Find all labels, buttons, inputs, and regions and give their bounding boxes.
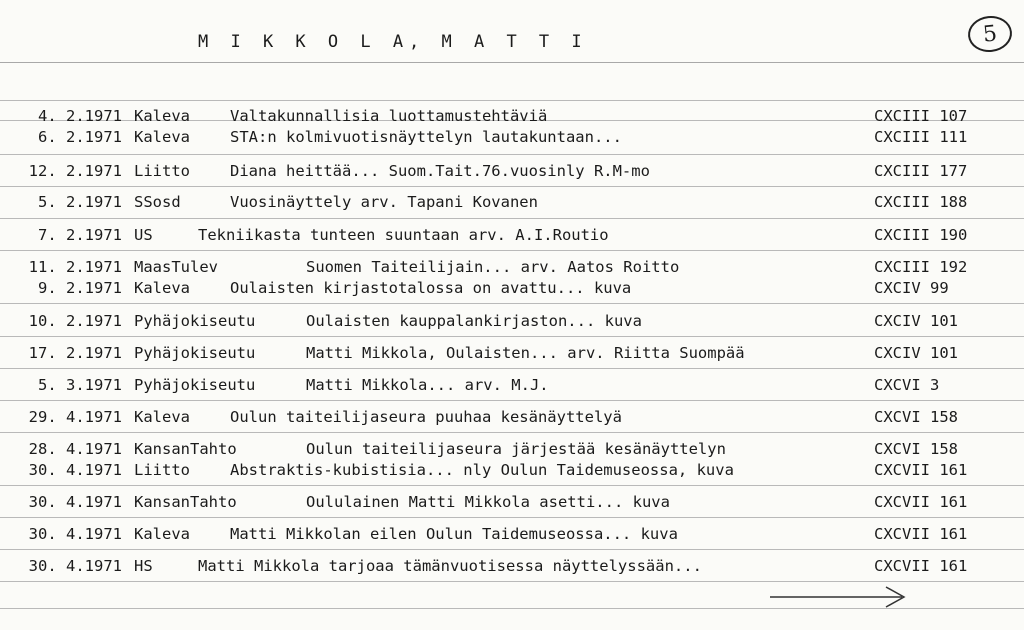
entry-newspaper: KansanTahto bbox=[134, 440, 237, 458]
entry-headline: Oulun taiteilijaseura puuhaa kesänäyttelyä bbox=[230, 408, 622, 426]
entry-date: 6. 2.1971 bbox=[38, 128, 122, 146]
card-title: M I K K O L A, M A T T I bbox=[198, 32, 588, 52]
entry-date: 28. 4.1971 bbox=[28, 440, 122, 458]
ruled-line bbox=[0, 250, 1024, 251]
entry-reference: CXCIII 188 bbox=[874, 193, 968, 211]
entry-newspaper: Pyhäjokiseutu bbox=[134, 344, 256, 362]
entry-headline: STA:n kolmivuotisnäyttelyn lautakuntaan... bbox=[230, 128, 622, 146]
entry-newspaper: Kaleva bbox=[134, 107, 190, 125]
ruled-line bbox=[0, 303, 1024, 304]
ruled-line bbox=[0, 549, 1024, 550]
card-number-circle: 5 bbox=[966, 14, 1014, 54]
entry-headline: Oulun taiteilijaseura järjestää kesänäyttelyn bbox=[306, 440, 726, 458]
entry-date: 30. 4.1971 bbox=[28, 461, 122, 479]
entry-newspaper: US bbox=[134, 226, 153, 244]
entry-date: 9. 2.1971 bbox=[38, 279, 122, 297]
entry-newspaper: Kaleva bbox=[134, 408, 190, 426]
entry-date: 29. 4.1971 bbox=[28, 408, 122, 426]
ruled-line bbox=[0, 400, 1024, 401]
entry-date: 17. 2.1971 bbox=[28, 344, 122, 362]
ruled-line bbox=[0, 517, 1024, 518]
entry-reference: CXCIII 107 bbox=[874, 107, 968, 125]
entry-date: 30. 4.1971 bbox=[28, 557, 122, 575]
entry-reference: CXCIII 192 bbox=[874, 258, 968, 276]
entry-row bbox=[0, 258, 1024, 278]
entry-date: 12. 2.1971 bbox=[28, 162, 122, 180]
entry-newspaper: Liitto bbox=[134, 461, 190, 479]
ruled-line bbox=[0, 485, 1024, 486]
entry-newspaper: HS bbox=[134, 557, 153, 575]
entry-headline: Suomen Taiteilijain... arv. Aatos Roitto bbox=[306, 258, 680, 276]
header-rule bbox=[0, 62, 1024, 63]
entry-reference: CXCIV 101 bbox=[874, 344, 958, 362]
entry-newspaper: MaasTulev bbox=[134, 258, 218, 276]
entry-headline: Abstraktis-kubistisia... nly Oulun Taidemuseossa, kuva bbox=[230, 461, 734, 479]
entry-row bbox=[0, 557, 1024, 577]
entry-headline: Tekniikasta tunteen suuntaan arv. A.I.Routio bbox=[198, 226, 609, 244]
entry-date: 7. 2.1971 bbox=[38, 226, 122, 244]
entry-date: 30. 4.1971 bbox=[28, 525, 122, 543]
entry-row bbox=[0, 193, 1024, 213]
ruled-line bbox=[0, 368, 1024, 369]
entry-headline: Oulaisten kauppalankirjaston... kuva bbox=[306, 312, 642, 330]
entry-headline: Matti Mikkolan eilen Oulun Taidemuseossa... kuva bbox=[230, 525, 678, 543]
entry-reference: CXCIII 177 bbox=[874, 162, 968, 180]
entry-row bbox=[0, 344, 1024, 364]
ruled-line bbox=[0, 186, 1024, 187]
entry-row bbox=[0, 226, 1024, 246]
continue-arrow-icon bbox=[768, 584, 908, 610]
entry-newspaper: Kaleva bbox=[134, 279, 190, 297]
entry-newspaper: Pyhäjokiseutu bbox=[134, 312, 256, 330]
ruled-line bbox=[0, 154, 1024, 155]
ruled-line bbox=[0, 100, 1024, 101]
entry-headline: Matti Mikkola, Oulaisten... arv. Riitta Suompää bbox=[306, 344, 745, 362]
entry-headline: Valtakunnallisia luottamustehtäviä bbox=[230, 107, 548, 125]
ruled-line bbox=[0, 218, 1024, 219]
entry-row bbox=[0, 312, 1024, 332]
entry-newspaper: Kaleva bbox=[134, 128, 190, 146]
entry-row bbox=[0, 279, 1024, 299]
entry-date: 11. 2.1971 bbox=[28, 258, 122, 276]
entry-reference: CXCIV 101 bbox=[874, 312, 958, 330]
ruled-line bbox=[0, 432, 1024, 433]
entry-reference: CXCVII 161 bbox=[874, 493, 968, 511]
entry-reference: CXCIII 111 bbox=[874, 128, 968, 146]
entry-newspaper: Kaleva bbox=[134, 525, 190, 543]
ruled-line bbox=[0, 581, 1024, 582]
entry-newspaper: KansanTahto bbox=[134, 493, 237, 511]
entry-headline: Diana heittää... Suom.Tait.76.vuosinly R.M-mo bbox=[230, 162, 650, 180]
entry-headline: Vuosinäyttely arv. Tapani Kovanen bbox=[230, 193, 538, 211]
entry-headline: Matti Mikkola... arv. M.J. bbox=[306, 376, 549, 394]
entry-newspaper: Liitto bbox=[134, 162, 190, 180]
ruled-line bbox=[0, 336, 1024, 337]
entry-row bbox=[0, 440, 1024, 460]
entry-newspaper: SSosd bbox=[134, 193, 181, 211]
entry-headline: Oulaisten kirjastotalossa on avattu... kuva bbox=[230, 279, 632, 297]
entry-row bbox=[0, 461, 1024, 481]
entry-reference: CXCVI 3 bbox=[874, 376, 940, 394]
entry-row bbox=[0, 408, 1024, 428]
entry-reference: CXCIII 190 bbox=[874, 226, 968, 244]
entry-reference: CXCVI 158 bbox=[874, 440, 958, 458]
entry-newspaper: Pyhäjokiseutu bbox=[134, 376, 256, 394]
entry-row bbox=[0, 107, 1024, 127]
entry-headline: Matti Mikkola tarjoaa tämänvuotisessa näyttelyssään... bbox=[198, 557, 702, 575]
entry-date: 10. 2.1971 bbox=[28, 312, 122, 330]
entry-date: 5. 2.1971 bbox=[38, 193, 122, 211]
entry-row bbox=[0, 162, 1024, 182]
entry-row bbox=[0, 493, 1024, 513]
entry-reference: CXCVII 161 bbox=[874, 557, 968, 575]
entry-date: 30. 4.1971 bbox=[28, 493, 122, 511]
entry-row bbox=[0, 525, 1024, 545]
entry-reference: CXCIV 99 bbox=[874, 279, 949, 297]
entry-date: 5. 3.1971 bbox=[38, 376, 122, 394]
entry-row bbox=[0, 376, 1024, 396]
entry-reference: CXCVII 161 bbox=[874, 461, 968, 479]
entry-row bbox=[0, 128, 1024, 148]
entry-date: 4. 2.1971 bbox=[38, 107, 122, 125]
entry-reference: CXCVII 161 bbox=[874, 525, 968, 543]
entry-headline: Oululainen Matti Mikkola asetti... kuva bbox=[306, 493, 670, 511]
entry-reference: CXCVI 158 bbox=[874, 408, 958, 426]
